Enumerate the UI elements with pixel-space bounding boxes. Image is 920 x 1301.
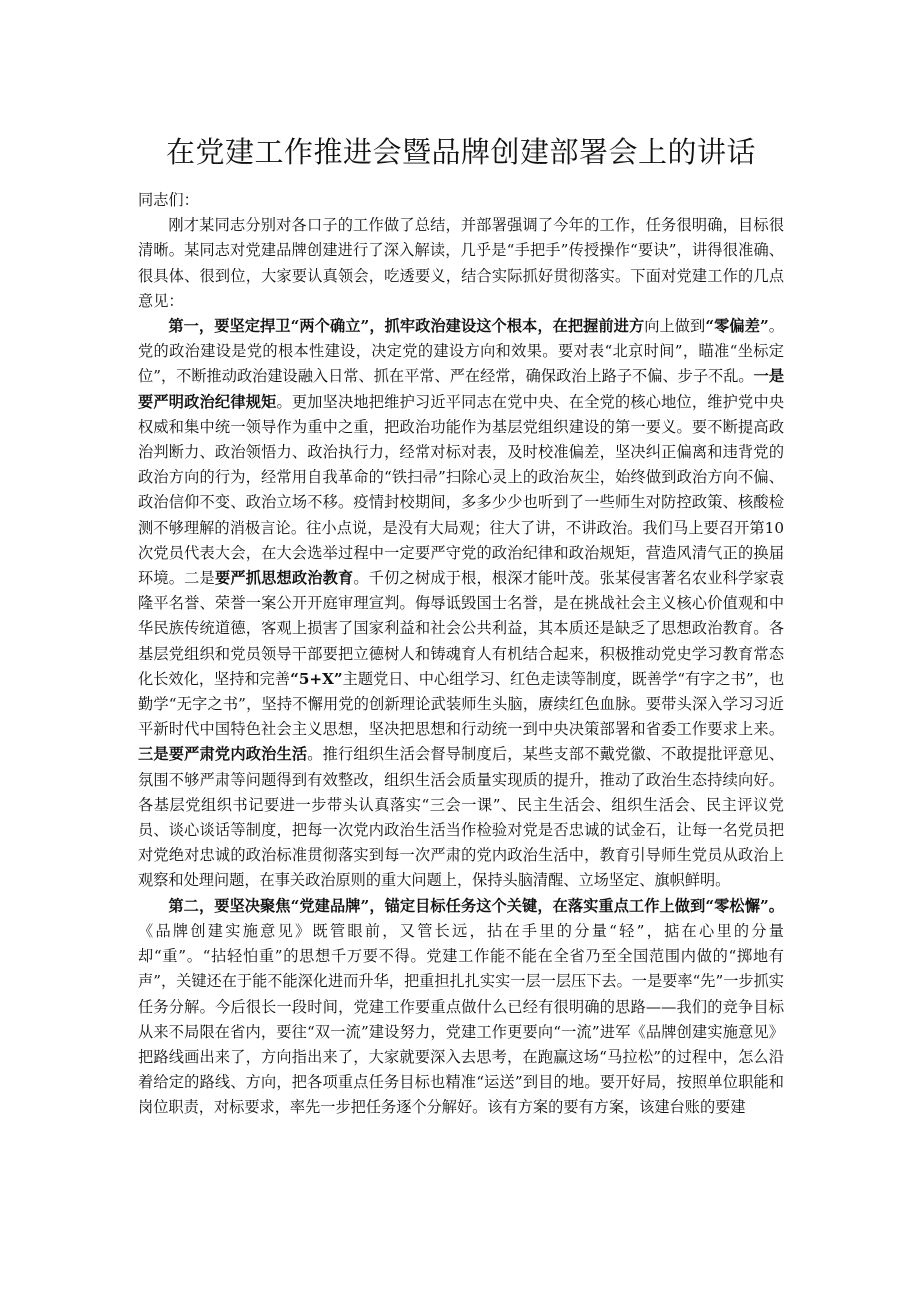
section-two-paragraph — [138, 894, 784, 1121]
section-one-text-d: 。千仞之树成于根，根深才能叶茂。张某侵害著名农业科学家袁隆平名誉、荣誉一案公开开庭审理宣判。侮辱诋毁国士名誉，是在挑战社会主义核心价值观和中华民族传统道德，客观上损害了国家利益和社会公共利益，其本质还是缺乏了思想政治教育。各基层党组织和党员领导干部要把立德树人和铸魂育人有机结合起来，积极推动党史学习教育常态化长效化，坚持和完善 — [138, 569, 785, 688]
section-one-text-b: 。党的政治建设是党的根本性建设，决定党的建设方向和效果。要对表“北京时间”，瞄准“坐标定位”，不断推动政治建设融入日常、抓在平常、严在经常，确保政治上路子不偏、步子不乱。 — [138, 317, 784, 386]
point-one-heading: 一是要严明政治纪律规矩 — [138, 367, 785, 411]
section-one-text-a: 向上做到 — [644, 317, 706, 336]
section-one-text-c: 。更加坚决地把维护习近平同志在党中央、在全党的核心地位，维护党中央权威和集中统一领导作为重中之重，把政治功能作为基层党组织建设的第一要义。要不断提高政治判断力、政治领悟力、政治执行力，经常对标对表，及时校准偏差，坚决纠正偏离和违背党的政治方向的行为，经常用自我革命的“铁扫帚”扫除心灵上的政治灰尘，始终做到政治方向不偏、政治信仰不变、政治立场不移。疫情封校期间，多多少少也听到了一些师生对防控政策、核酸检测不够理解的消极言论。往小点说，是没有大局观；往大了讲，不讲政治。我们马上要召开第10次党员代表大会，在大会选举过程中一定要严守党的政治纪律和政治规矩，营造风清气正的换届环境。二是 — [138, 392, 785, 588]
greeting: 同志们： — [138, 191, 199, 209]
5x-label: “5+X” — [290, 669, 343, 688]
section-one-heading-end: “零偏差” — [705, 317, 769, 336]
point-two-heading: 要严抓思想政治教育 — [214, 569, 354, 588]
section-one-heading: 第一，要坚定捍卫“两个确立”，抓牢政治建设这个根本，在把握前进方 — [168, 317, 645, 336]
section-two-text: 《品牌创建实施意见》既管眼前，又管长远，拈在手里的分量“轻”，掂在心里的分量却“重”。“拈轻怕重”的思想千万要不得。党建工作能不能在全省乃至全国范围内做的“掷地有声”，关键还在于能不能深化进而升华，把重担扎扎实实一层一层压下去。一是要率“先”一步抓实任务分解。今后很长一段时间，党建工作要重点做什么已经有很明确的思路——我们的竞争目标从来不局限在省内，要往“双一流”建设努力，党建工作更要向“一流”进军《品牌创建实施意见》把路线画出来了，方向指出来了，大家就要深入去思考，在跑赢这场“马拉松”的过程中，怎么沿着给定的路线、方向，把各项重点任务目标也精准“运送”到目的地。要开好局，按照单位职能和岗位职责，对标要求，率先一步把任务逐个分解好。该有方案的要有方案，该建台账的要建 — [138, 921, 784, 1117]
section-one-text-f: 。推行组织生活会督导制度后，某些支部不戴党徽、不敢提批评意见、氛围不够严肃等问题得到有效整改，组织生活会质量实现质的提升，推动了政治生态持续向好。各基层党组织书记要进一步带头认真落实“三会一课”、民主生活会、组织生活会、民主评议党员、谈心谈话等制度，把每一次党内政治生活当作检验对党是否忠诚的试金石，让每一名党员把对党绝对忠诚的政治标准贯彻落实到每一次严肃的党内政治生活中，教育引导师生党员从政治上观察和处理问题，在事关政治原则的重大问题上，保持头脑清醒、立场坚定、旗帜鲜明。 — [138, 745, 785, 890]
point-three-heading: 三是要严肃党内政治生活 — [138, 745, 308, 764]
intro-paragraph: 刚才某同志分别对各口子的工作做了总结，并部署强调了今年的工作，任务很明确，目标很清晰。某同志对党建品牌创建进行了深入解读，几乎是“手把手”传授操作“要诀”，讲得很准确、很具体、很到位，大家要认真领会，吃透要义，结合实际抓好贯彻落实。下面对党建工作的几点意见： — [138, 216, 784, 310]
document-title: 在党建工作推进会暨品牌创建部署会上的讲话 — [165, 135, 756, 169]
section-one-text-e: 主题党日、中心组学习、红色走读等制度，既善学“有字之书”，也勤学“无字之书”，坚持不懈用党的创新理论武装师生头脑，赓续红色血脉。要带头深入学习习近平新时代中国特色社会主义思想，坚决把思想和行动统一到中央决策部署和省委工作要求上来。 — [138, 669, 785, 739]
section-two-heading: 第二，要坚决聚焦“党建品牌”，锚定目标任务这个关键，在落实重点工作上做到“零松懈”。 — [168, 896, 784, 915]
section-one-paragraph — [138, 314, 784, 894]
